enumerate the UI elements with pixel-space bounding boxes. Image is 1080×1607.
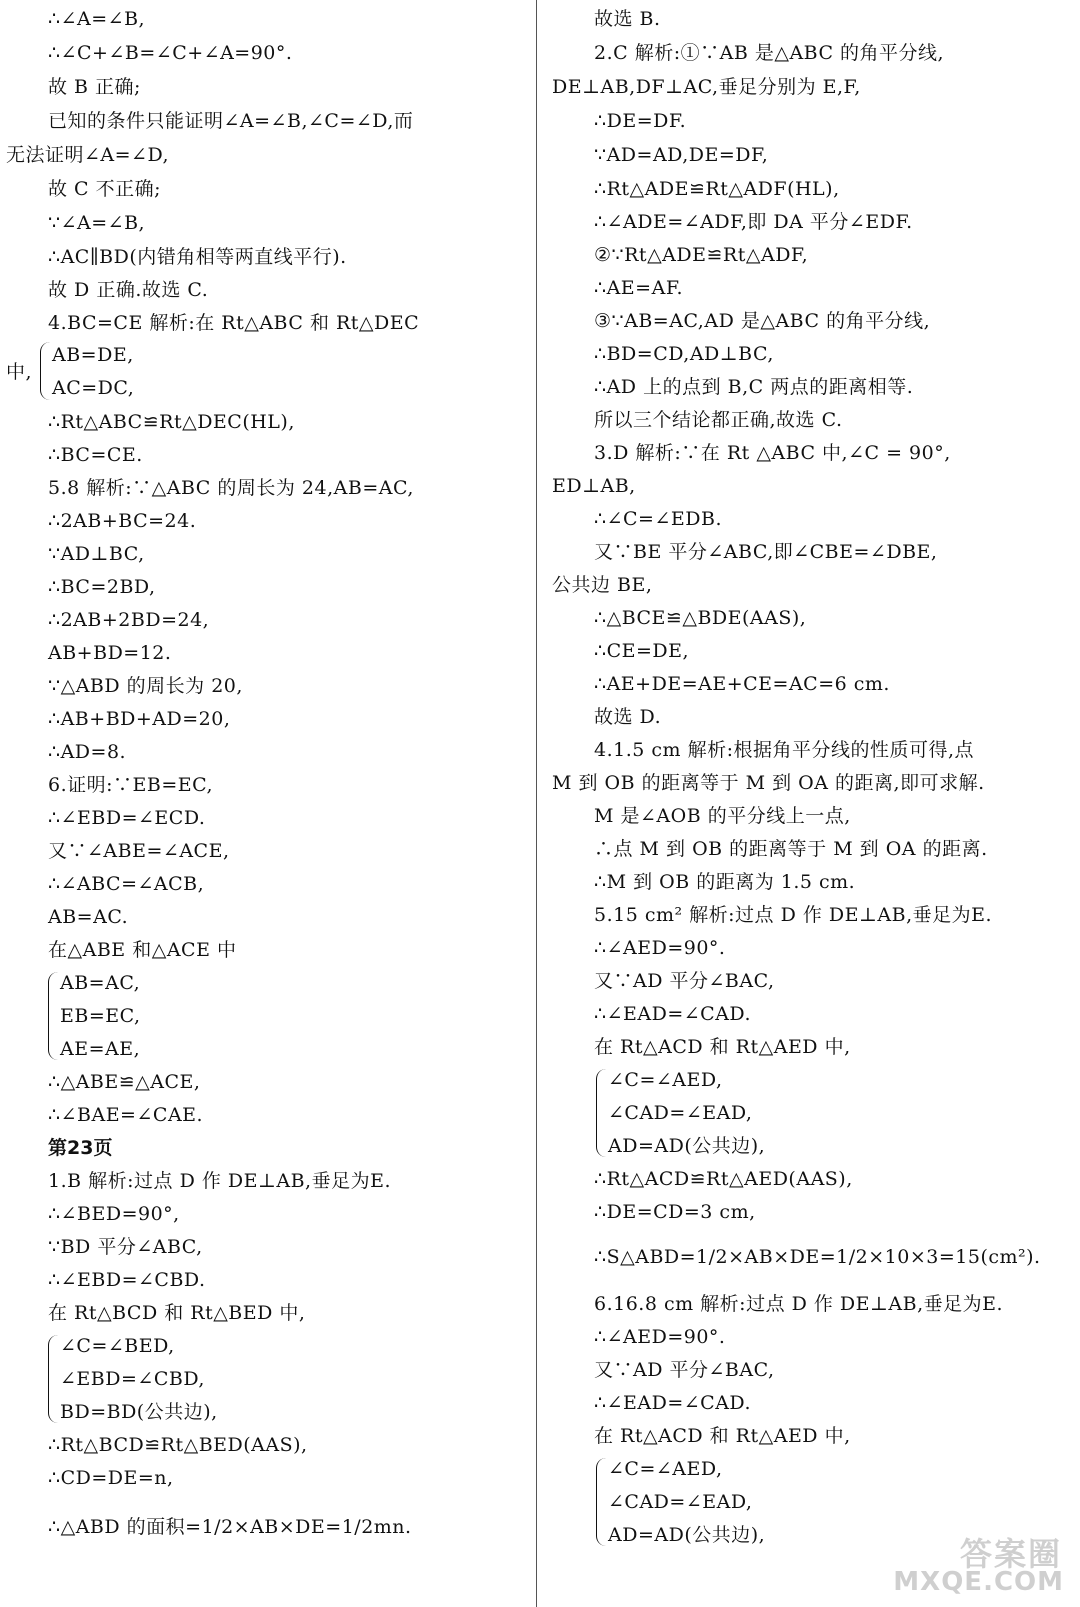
text-line: ∴∠C=∠EDB. (594, 508, 722, 530)
text-line: ∠CAD=∠EAD, (608, 1491, 753, 1513)
text-line: ∴∠AED=90°. (594, 937, 726, 959)
text-line: ∴AD 上的点到 B,C 两点的距离相等. (594, 376, 914, 398)
text-line: ∴CE=DE, (594, 640, 690, 662)
text-line: AE=AE, (60, 1038, 141, 1060)
text-line: 故 D 正确.故选 C. (48, 279, 209, 301)
text-line: ∴∠ADE=∠ADF,即 DA 平分∠EDF. (594, 211, 913, 233)
text-line: 在 Rt△ACD 和 Rt△AED 中, (594, 1425, 851, 1447)
text-line: ∴AE+DE=AE+CE=AC=6 cm. (594, 673, 890, 695)
text-line: ∠CAD=∠EAD, (608, 1102, 753, 1124)
text-line: ∴DE=DF. (594, 110, 687, 132)
site-watermark (893, 1529, 1068, 1599)
text-line: ∴∠A=∠B, (48, 8, 146, 30)
text-line: ③∵AB=AC,AD 是△ABC 的角平分线, (594, 310, 931, 332)
text-line: 在 Rt△ACD 和 Rt△AED 中, (594, 1036, 851, 1058)
text-line: AB=AC. (48, 906, 129, 928)
text-line: ∴AD=8. (48, 741, 127, 763)
text-line: ∴Rt△BCD≌Rt△BED(AAS), (48, 1434, 308, 1456)
answer-line: 4.BC=CE 解析:在 Rt△ABC 和 Rt△DEC (48, 312, 420, 334)
text-line: ∴BC=2BD, (48, 576, 156, 598)
text-line: ∴Rt△ADE≌Rt△ADF(HL), (594, 178, 840, 200)
text-line: ∴Rt△ACD≌Rt△AED(AAS), (594, 1168, 853, 1190)
text-line: 故选 B. (594, 8, 661, 30)
text-line: ∴∠C+∠B=∠C+∠A=90°. (48, 42, 293, 64)
text-line: AB=DE, (52, 344, 134, 366)
text-line: ∴∠BAE=∠CAE. (48, 1104, 204, 1126)
left-brace (40, 342, 51, 400)
text-line: ∴△ABE≌△ACE, (48, 1071, 201, 1093)
text-line: ∴AB+BD+AD=20, (48, 708, 231, 730)
text-line: AB+BD=12. (48, 642, 172, 664)
text-line: BD=BD(公共边), (60, 1401, 218, 1423)
text-line: 故选 D. (594, 706, 662, 728)
text-line: ∴DE=CD=3 cm, (594, 1201, 756, 1223)
watermark-text-bottom: MXQE.COM (893, 1567, 1064, 1597)
text-line: AC=DC, (52, 377, 135, 399)
answer-line: 5.8 解析:∵△ABC 的周长为 24,AB=AC, (48, 477, 414, 499)
text-line: ∴点 M 到 OB 的距离等于 M 到 OA 的距离. (594, 838, 988, 860)
left-brace (48, 972, 59, 1060)
text-line: ∴AE=AF. (594, 277, 684, 299)
text-line: ∴2AB+2BD=24, (48, 609, 210, 631)
text-line: ∴∠EAD=∠CAD. (594, 1003, 752, 1025)
text-line: ∠EBD=∠CBD, (60, 1368, 205, 1390)
column-divider (536, 0, 537, 1607)
text-line: 又∵AD 平分∠BAC, (594, 1359, 775, 1381)
text-line: 故 C 不正确; (48, 178, 162, 200)
text-line: AD=AD(公共边), (608, 1524, 766, 1546)
text-line: 所以三个结论都正确,故选 C. (594, 409, 843, 431)
text-line: ∵AD=AD,DE=DF, (594, 144, 769, 166)
text-line: ∴2AB+BC=24. (48, 510, 197, 532)
text-line: ∴∠EAD=∠CAD. (594, 1392, 752, 1414)
text-line: 又∵BE 平分∠ABC,即∠CBE=∠DBE, (594, 541, 938, 563)
answer-line: 1.B 解析:过点 D 作 DE⊥AB,垂足为E. (48, 1170, 391, 1192)
left-brace (596, 1458, 607, 1546)
text-line: ∵BD 平分∠ABC, (48, 1236, 203, 1258)
answer-line: 2.C 解析:①∵AB 是△ABC 的角平分线, (594, 42, 945, 64)
text-line: AB=AC, (60, 972, 141, 994)
text-line: ∠C=∠AED, (608, 1069, 723, 1091)
watermark-text-top: 答案圈 (959, 1535, 1062, 1573)
page-heading: 第23页 (48, 1137, 113, 1159)
text-line: ②∵Rt△ADE≌Rt△ADF, (594, 244, 809, 266)
text-line: ED⊥AB, (552, 475, 636, 497)
area-formula-line: ∴S△ABD=1/2×AB×DE=1/2×10×3=15(cm²). (594, 1246, 1041, 1268)
text-line: ∴△BCE≌△BDE(AAS), (594, 607, 807, 629)
text-line: 又∵∠ABE=∠ACE, (48, 840, 230, 862)
text-line: ∠C=∠BED, (60, 1335, 175, 1357)
left-brace (48, 1335, 59, 1423)
text-line: ∴∠EBD=∠ECD. (48, 807, 206, 829)
area-formula-line: ∴△ABD 的面积=1/2×AB×DE=1/2mn. (48, 1516, 412, 1538)
answer-line: 4.1.5 cm 解析:根据角平分线的性质可得,点 (594, 739, 975, 761)
text-line: 在 Rt△BCD 和 Rt△BED 中, (48, 1302, 306, 1324)
text-line: ∴BC=CE. (48, 444, 143, 466)
answer-line: 6.证明:∵EB=EC, (48, 774, 214, 796)
text-line: ∴AC∥BD(内错角相等两直线平行). (48, 246, 347, 268)
text-line: ∴∠AED=90°. (594, 1326, 726, 1348)
text-line: M 是∠AOB 的平分线上一点, (594, 805, 851, 827)
text-line: 中, (6, 361, 33, 383)
text-line: 又∵AD 平分∠BAC, (594, 970, 775, 992)
answer-line: 3.D 解析:∵在 Rt △ABC 中,∠C = 90°, (594, 442, 951, 464)
text-line: EB=EC, (60, 1005, 141, 1027)
text-line: ∵∠A=∠B, (48, 212, 146, 234)
text-line: DE⊥AB,DF⊥AC,垂足分别为 E,F, (552, 76, 861, 98)
text-line: 无法证明∠A=∠D, (6, 144, 170, 166)
text-line: 故 B 正确; (48, 76, 141, 98)
text-line: ∵△ABD 的周长为 20, (48, 675, 243, 697)
text-line: AD=AD(公共边), (608, 1135, 766, 1157)
text-line: ∴BD=CD,AD⊥BC, (594, 343, 774, 365)
text-line: ∴∠ABC=∠ACB, (48, 873, 205, 895)
left-brace (596, 1069, 607, 1157)
text-line: 在△ABE 和△ACE 中 (48, 939, 237, 961)
text-line: ∠C=∠AED, (608, 1458, 723, 1480)
text-line: 公共边 BE, (552, 574, 653, 596)
text-line: ∵AD⊥BC, (48, 543, 145, 565)
answer-line: 6.16.8 cm 解析:过点 D 作 DE⊥AB,垂足为E. (594, 1293, 1004, 1315)
text-line: 已知的条件只能证明∠A=∠B,∠C=∠D,而 (48, 110, 414, 132)
text-line: ∴CD=DE=n, (48, 1467, 174, 1489)
text-line: M 到 OB 的距离等于 M 到 OA 的距离,即可求解. (552, 772, 985, 794)
text-line: ∴∠BED=90°, (48, 1203, 180, 1225)
text-line: ∴Rt△ABC≌Rt△DEC(HL), (48, 411, 295, 433)
text-line: ∴∠EBD=∠CBD. (48, 1269, 206, 1291)
text-line: ∴M 到 OB 的距离为 1.5 cm. (594, 871, 856, 893)
answer-line: 5.15 cm² 解析:过点 D 作 DE⊥AB,垂足为E. (594, 904, 993, 926)
